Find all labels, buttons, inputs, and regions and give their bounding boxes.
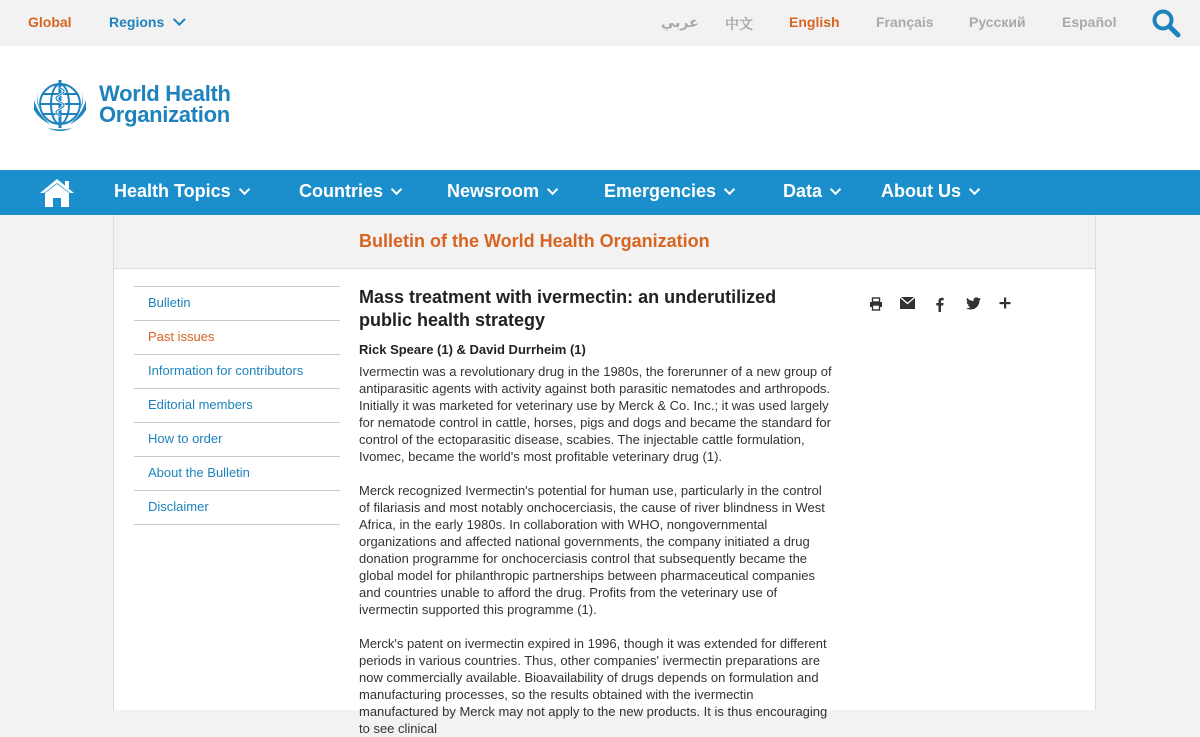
regions-label: Regions [109, 14, 165, 30]
email-icon[interactable] [900, 297, 915, 309]
facebook-icon[interactable] [935, 297, 944, 312]
chevron-down-icon [239, 184, 250, 195]
nav-data[interactable] [783, 181, 836, 202]
article-paragraph: Merck recognized Ivermectin's potential for human use, particularly in the control of filariasis and most notably onchocerciasis, the cause of river blindness in West Africa, in the early 1980s. In collaboration with WHO, nongovernmental organizations and affected national governments, the company initiated a drug donation programme for onchocerciasis control that subsequently became the global model for philanthropic partnerships between pharmaceutical companies and countries unable to afford the drug. Profits from the veterinary use of ivermectin supported this programme (1). [359, 483, 825, 617]
plus-icon[interactable] [999, 297, 1011, 309]
main-nav [0, 170, 1200, 215]
bulletin-title[interactable]: Bulletin of the World Health Organization [359, 231, 710, 251]
sidebar-nav [134, 286, 340, 525]
article-authors: Rick Speare (1) & David Durrheim (1) [359, 342, 586, 357]
logo-line-2: Organization [99, 102, 230, 127]
sidebar-item-how-to-order[interactable]: How to order [134, 422, 340, 456]
chevron-down-icon [391, 184, 402, 195]
home-icon[interactable] [39, 178, 75, 208]
lang-arabic[interactable]: عربي [661, 14, 699, 30]
sidebar-item-past-issues[interactable]: Past issues [134, 320, 340, 354]
lang-spanish[interactable]: Español [1062, 14, 1117, 30]
nav-label: Health Topics [114, 181, 231, 201]
top-bar [0, 0, 1200, 46]
nav-label: About Us [881, 181, 961, 201]
chevron-down-icon [724, 184, 735, 195]
chevron-down-icon [830, 184, 841, 195]
nav-about-us[interactable] [881, 181, 975, 202]
who-logo-text[interactable] [99, 83, 231, 125]
article-paragraph: Ivermectin was a revolutionary drug in the 1980s, the forerunner of a new group of antiparasitic agents with activity against both parasitic nematodes and arthropods. Initially it was marketed for veterinary use by Merck & Co. Inc.; it was used largely for nematode control in cattle, horses, pigs and dogs and became the standard for control of the ectoparasitic disease, scabies. The injectable cattle formulation, Ivomec, became the world's most profitable veterinary drug (1). [359, 364, 832, 464]
sidebar-item-information-for-contributors[interactable]: Information for contributors [134, 354, 340, 388]
who-emblem-icon[interactable] [28, 74, 92, 138]
share-toolbar [869, 297, 1019, 317]
nav-health-topics[interactable] [114, 181, 245, 202]
nav-label: Data [783, 181, 823, 201]
content-area [113, 215, 1096, 736]
nav-emergencies[interactable] [604, 181, 730, 202]
twitter-icon[interactable] [966, 297, 981, 310]
global-link[interactable]: Global [28, 14, 72, 30]
sidebar-item-about-the-bulletin[interactable]: About the Bulletin [134, 456, 340, 490]
chevron-down-icon [547, 184, 558, 195]
sidebar-item-editorial-members[interactable]: Editorial members [134, 388, 340, 422]
lang-chinese[interactable]: 中文 [725, 16, 753, 32]
article [359, 286, 834, 737]
language-switcher [0, 14, 1200, 34]
logo-line-1: World Health [99, 81, 231, 106]
article-paragraph: Merck's patent on ivermectin expired in 1996, though it was extended for different periods in various countries. Thus, other companies' ivermectin preparations are now commercially available. Bioavailability of drugs depends on formulation and manufacturing processes, so the results obtained with the ivermectin manufactured by Merck may not apply to the new products. It is thus encouraging to see clinical [359, 636, 828, 736]
nav-countries[interactable] [299, 181, 397, 202]
lang-french[interactable]: Français [876, 14, 934, 30]
print-icon[interactable] [869, 297, 883, 311]
logo-band [0, 46, 1200, 170]
sidebar-item-disclaimer[interactable]: Disclaimer [134, 490, 340, 525]
article-title: Mass treatment with ivermectin: an underutilized public health strategy [359, 287, 777, 330]
nav-label: Emergencies [604, 181, 717, 201]
lang-russian[interactable]: Русский [969, 14, 1026, 30]
nav-label: Countries [299, 181, 384, 201]
search-icon[interactable] [1151, 8, 1181, 38]
lang-english[interactable]: English [789, 14, 840, 30]
bulletin-header [114, 215, 1095, 269]
chevron-down-icon [969, 184, 980, 195]
sidebar-item-bulletin[interactable]: Bulletin [134, 286, 340, 320]
nav-label: Newsroom [447, 181, 540, 201]
nav-newsroom[interactable] [447, 181, 553, 202]
